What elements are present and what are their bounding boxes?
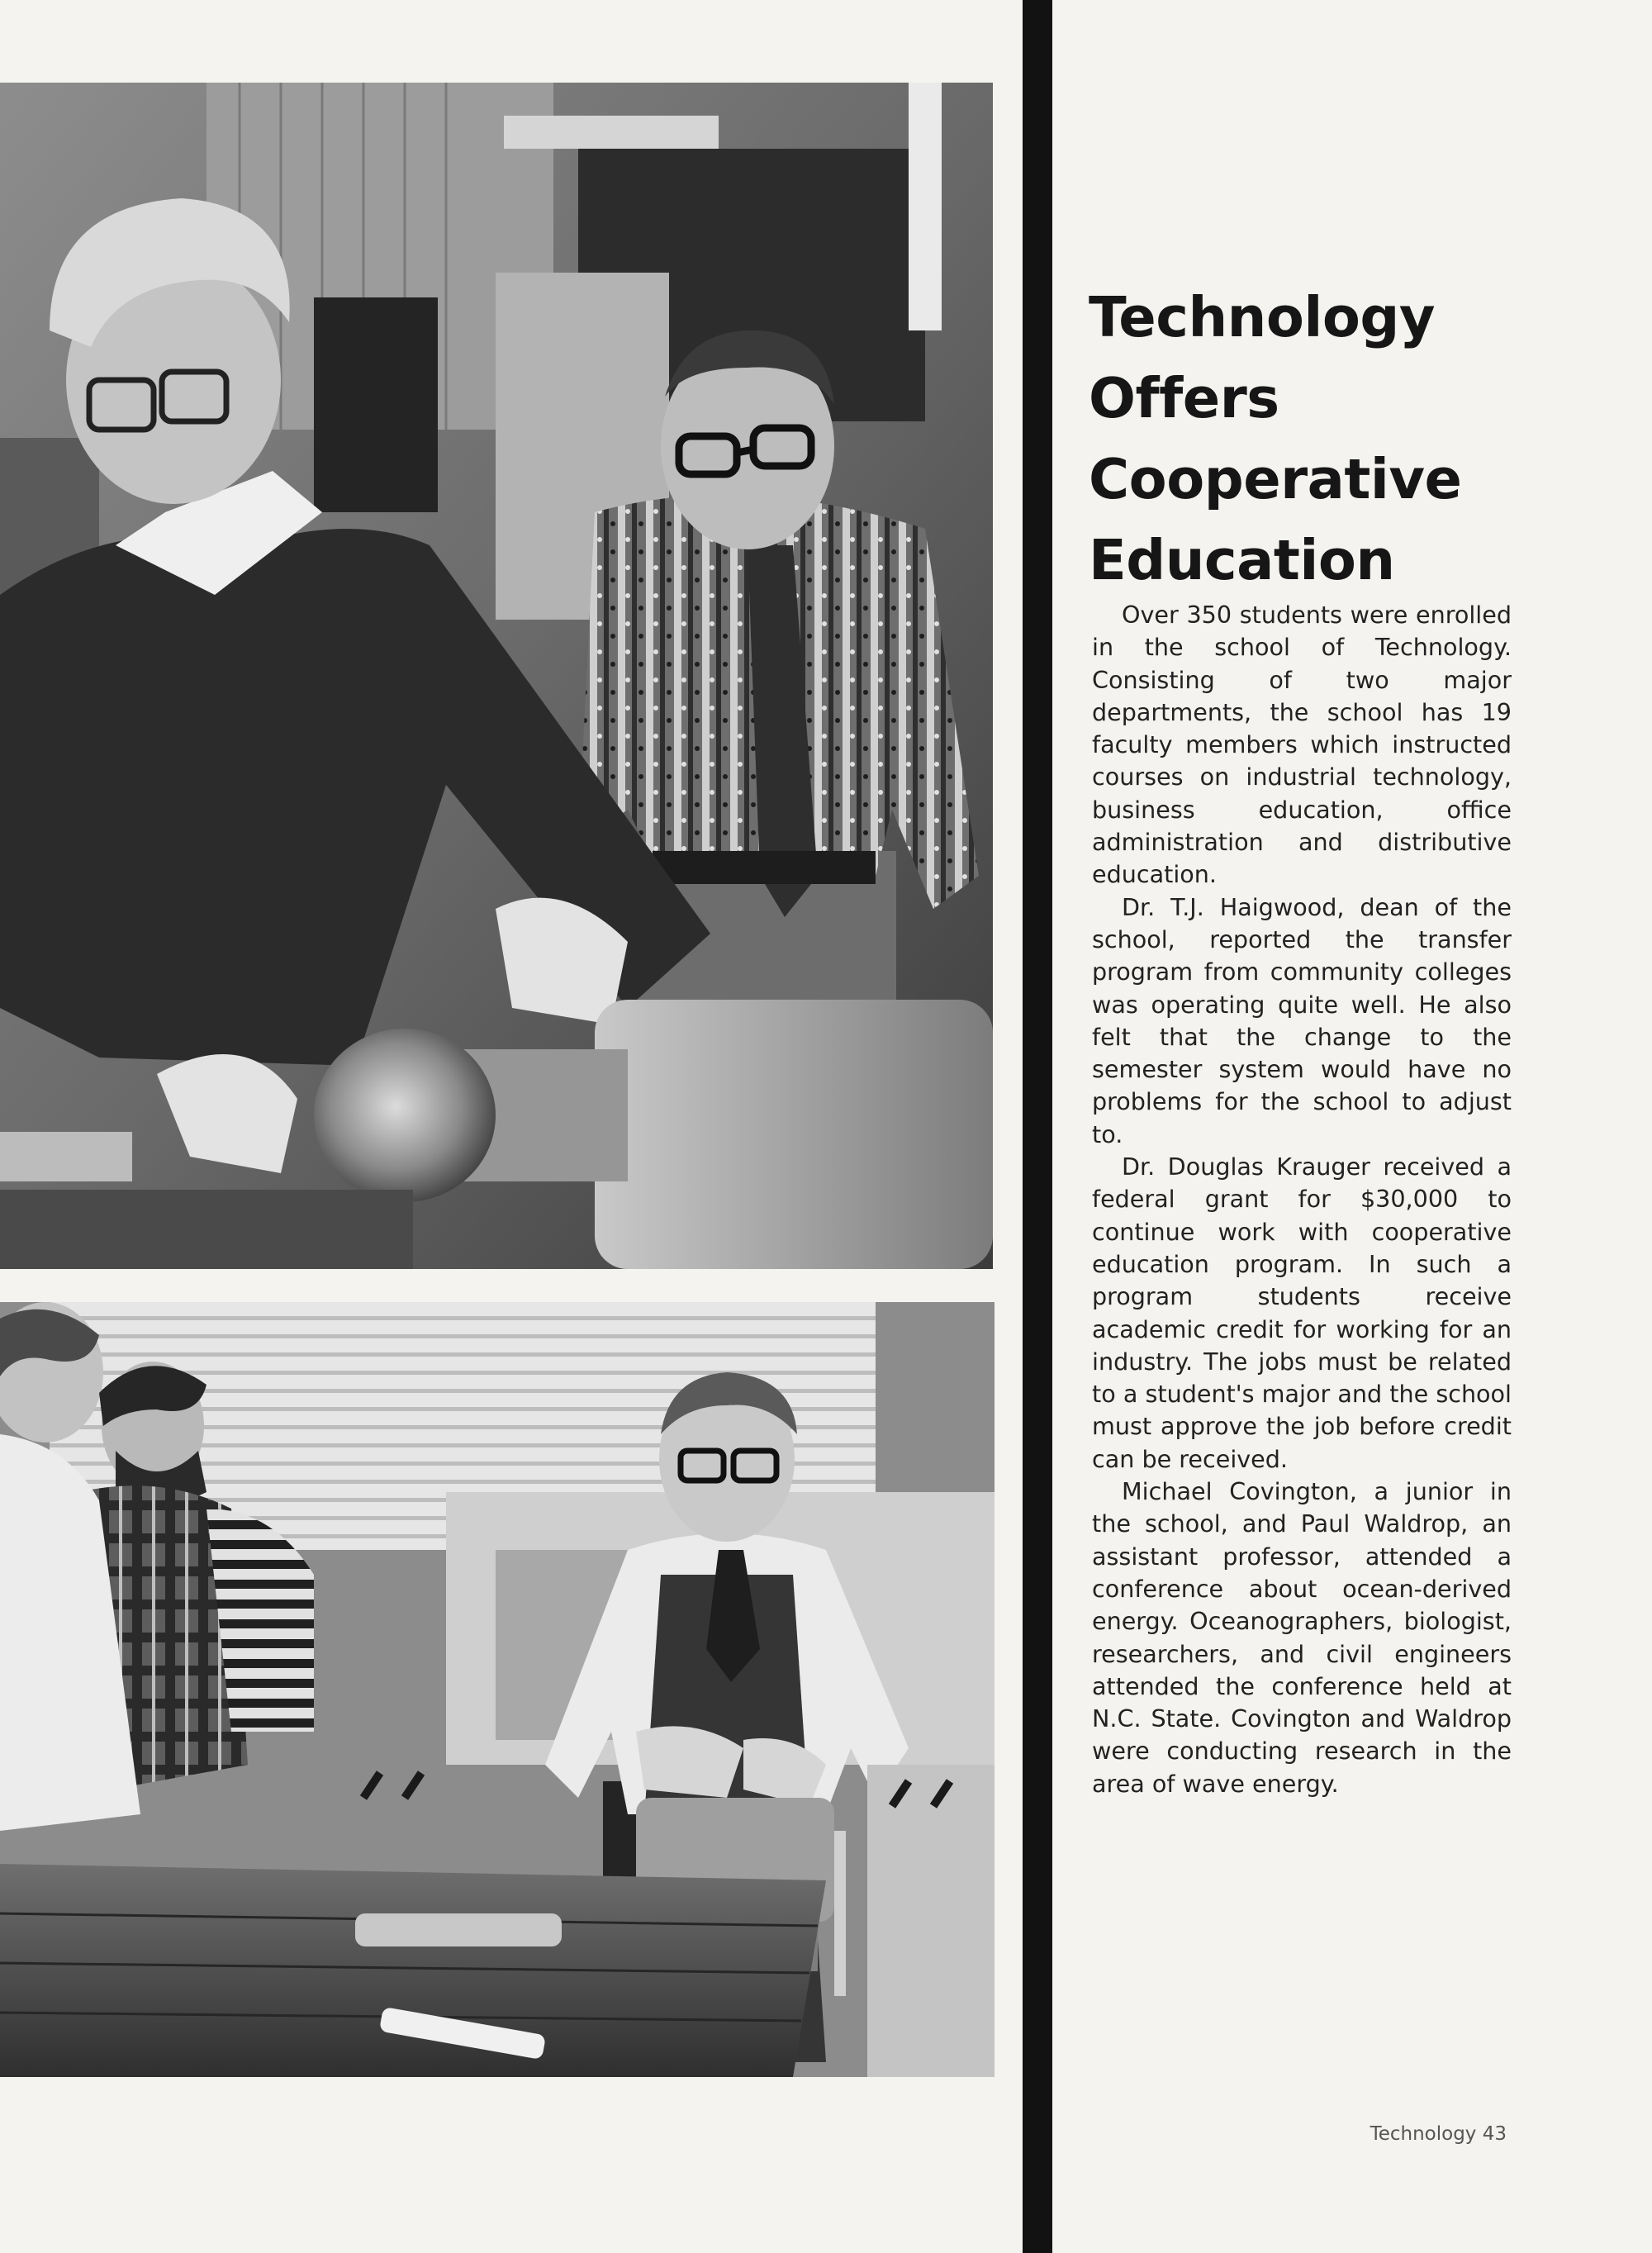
headline-line-2: Offers (1089, 366, 1279, 430)
headline-line-1: Technology (1089, 285, 1436, 349)
article-paragraph-2: Dr. T.J. Haigwood, dean of the school, reported the transfer program from community colleges was operating quite well. He also felt that the change to the semester system would have no problems for the school to adjust to. (1092, 892, 1512, 1148)
headline-line-4: Education (1089, 528, 1395, 592)
page-folio: Technology 43 (1370, 2123, 1507, 2145)
lathe-photo-graphic (0, 83, 993, 1269)
page-gutter-bar (1023, 0, 1052, 2253)
headline-line-3: Cooperative (1089, 447, 1462, 511)
lathe-photo (0, 83, 993, 1269)
article-headline (1089, 277, 1551, 601)
article-body (1092, 599, 1512, 1800)
workbench-photo-graphic (0, 1302, 995, 2077)
article-paragraph-3: Dr. Douglas Krauger received a federal grant for $30,000 to continue work with cooperative education program. In such a program students receive academic credit for working for an industry. The jobs must be related to a student's major and the school must approve the job before credit can be received. (1092, 1153, 1512, 1473)
workbench-photo (0, 1302, 995, 2077)
article-paragraph-4: Michael Covington, a junior in the school, and Paul Waldrop, an assistant professor, attended a conference about ocean-derived energy. Oceanographers, biologist, researchers, and civil engineers attended the conference held at N.C. State. Covington and Waldrop were conducting research in the area of wave energy. (1092, 1477, 1512, 1798)
article-paragraph-1: Over 350 students were enrolled in the school of Technology. Consisting of two major departments, the school has 19 faculty members which instructed courses on industrial technology, business education, office administration and distributive education. (1092, 601, 1512, 889)
